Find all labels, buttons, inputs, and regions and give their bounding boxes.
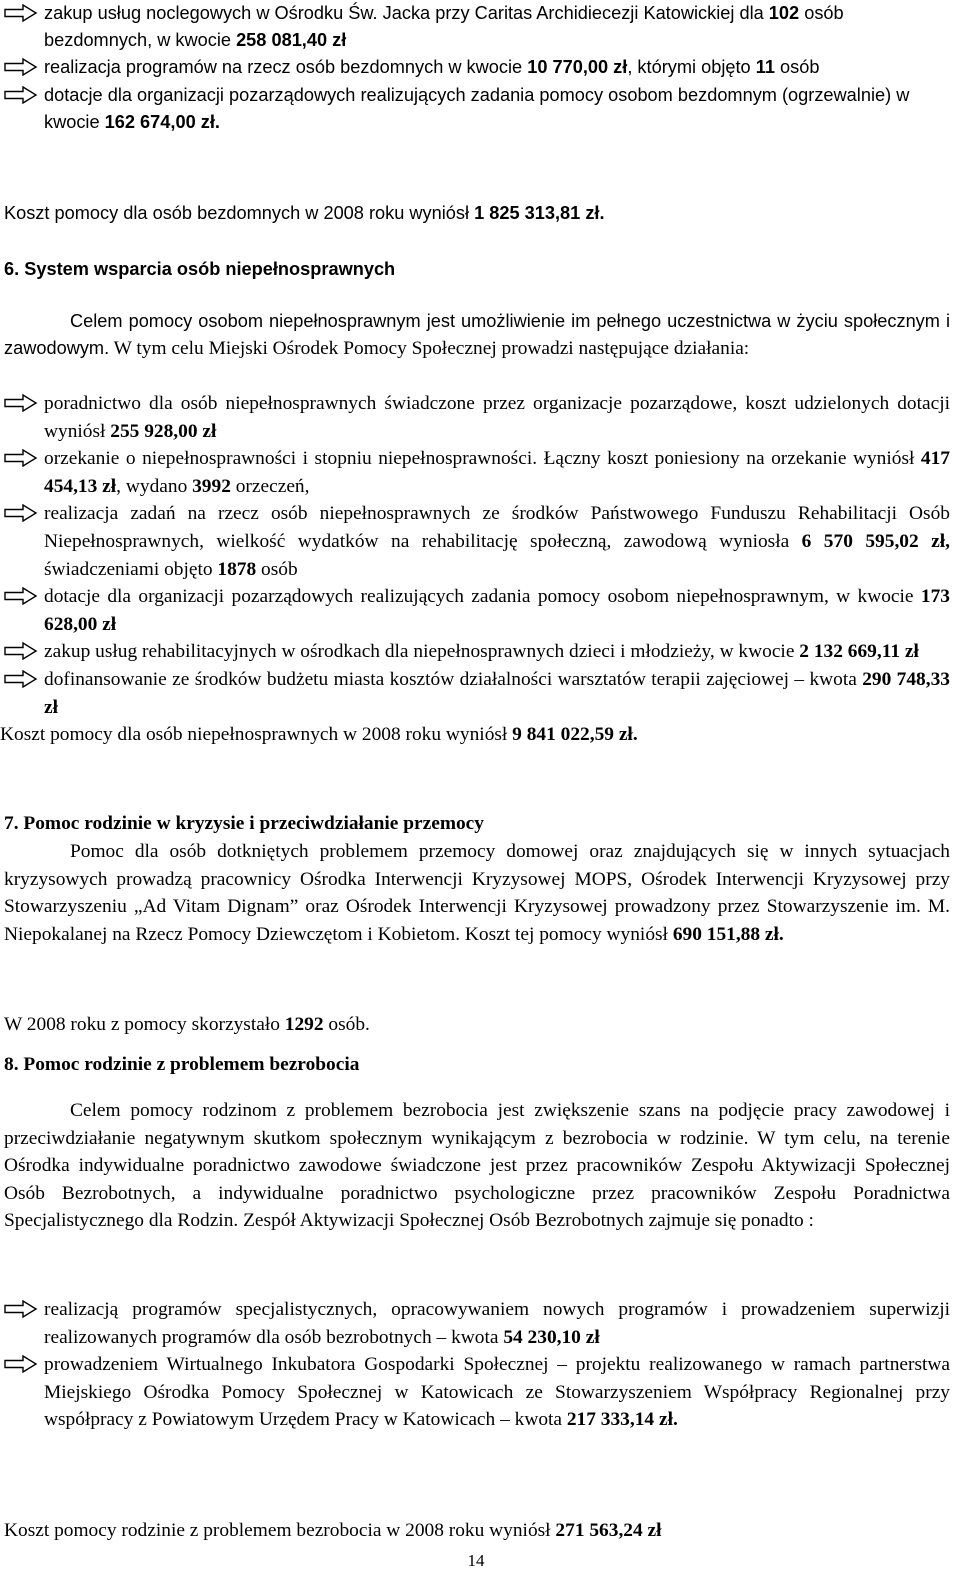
list-item: zakup usług noclegowych w Ośrodku Św. Jacka przy Caritas Archidiecezji Katowickiej dla 102 osób bezdomnych, w kwocie 258 081,40 zł: [4, 0, 950, 54]
list-item: realizacją programów specjalistycznych, opracowywaniem nowych programów i prowadzeniem superwizji realizowanych programów dla osób bezrobotnych – kwota 54 230,10 zł: [4, 1296, 950, 1351]
disability-support-list: [0, 390, 950, 749]
list-item: orzekanie o niepełnosprawności i stopniu niepełnosprawności. Łączny koszt poniesiony na orzekanie wyniósł 417 454,13 zł, wydano 3992 orzeczeń,: [4, 445, 950, 500]
section-8-title: 8. Pomoc rodzinie z problemem bezrobocia: [4, 1054, 360, 1075]
hollow-right-arrow-icon: [4, 394, 38, 412]
hollow-right-arrow-icon: [4, 449, 38, 467]
section-7-helped-count: W 2008 roku z pomocy skorzystało 1292 osób.: [4, 1014, 370, 1035]
hollow-right-arrow-icon: [4, 86, 38, 104]
section-8-paragraph: Celem pomocy rodzinom z problemem bezrobocia jest zwiększenie szans na podjęcie pracy zawodowej i przeciwdziałanie negatywnym skutkom społecznym wynikającym z bezrobocia w rodzinie. W tym celu, na terenie Ośrodka indywidualne poradnictwo zawodowe świadczone jest przez pracowników Zespołu Aktywizacji Społecznej Osób Bezrobotnych, a indywidualne poradnictwo psychologiczne przez pracowników Zespołu Poradnictwa Specjalistycznego dla Rodzin. Zespół Aktywizacji Społecznej Osób Bezrobotnych zajmuje się ponadto :: [4, 1100, 950, 1232]
list-item: dotacje dla organizacji pozarządowych realizujących zadania pomocy osobom niepełnosprawnym, w kwocie 173 628,00 zł: [4, 583, 950, 638]
hollow-right-arrow-icon: [4, 1355, 38, 1373]
hollow-right-arrow-icon: [4, 642, 38, 660]
list-item: zakup usług rehabilitacyjnych w ośrodkach dla niepełnosprawnych dzieci i młodzieży, w kwocie 2 132 669,11 zł: [4, 638, 950, 666]
unemployment-support-list: [4, 1296, 950, 1434]
section-6-title: 6. System wsparcia osób niepełnosprawnych: [4, 259, 396, 279]
list-item: realizacja programów na rzecz osób bezdomnych w kwocie 10 770,00 zł, którymi objęto 11 osób: [4, 54, 950, 81]
section-6-total: Koszt pomocy dla osób niepełnosprawnych w 2008 roku wyniósł 9 841 022,59 zł.: [0, 724, 638, 746]
homeless-total: Koszt pomocy dla osób bezdomnych w 2008 roku wyniósł 1 825 313,81 zł.: [4, 203, 605, 223]
hollow-right-arrow-icon: [4, 670, 38, 688]
section-7-paragraph: Pomoc dla osób dotkniętych problemem przemocy domowej oraz znajdujących się w innych sytuacjach kryzysowych prowadzą pracownicy Ośrodka Interwencji Kryzysowej MOPS, Ośrodek Interwencji Kryzysowej przy Stowarzyszeniu „Ad Vitam Dignam” oraz Ośrodek Interwencji Kryzysowej prowadzony przez Stowarzyszenie im. M. Niepokalanej na Rzecz Pomocy Dziewczętom i Kobietom. Koszt tej pomocy wyniósł 690 151,88 zł.: [4, 841, 950, 945]
list-item: poradnictwo dla osób niepełnosprawnych świadczone przez organizacje pozarządowe, koszt udzielonych dotacji wyniósł 255 928,00 zł: [4, 390, 950, 445]
hollow-right-arrow-icon: [4, 504, 38, 522]
hollow-right-arrow-icon: [4, 587, 38, 605]
list-item: realizacja zadań na rzecz osób niepełnosprawnych ze środków Państwowego Funduszu Rehabilitacji Osób Niepełnosprawnych, wielkość wydatków na rehabilitację społeczną, zawodową wyniosła 6 570 595,02 zł, świadczeniami objęto 1878 osób: [4, 500, 950, 583]
hollow-right-arrow-icon: [4, 58, 38, 76]
section-6-intro: Celem pomocy osobom niepełnosprawnym jest umożliwienie im pełnego uczestnictwa w życiu społecznym i zawodowym. W tym celu Miejski Ośrodek Pomocy Społecznej prowadzi następujące działania:: [4, 311, 950, 360]
section-8-total: Koszt pomocy rodzinie z problemem bezrobocia w 2008 roku wyniósł 271 563,24 zł: [4, 1520, 662, 1541]
homeless-aid-list: [4, 0, 950, 136]
page-number: 14: [467, 1551, 485, 1570]
list-item: dotacje dla organizacji pozarządowych realizujących zadania pomocy osobom bezdomnym (ogrzewalnie) w kwocie 162 674,00 zł.: [4, 82, 950, 136]
list-item: prowadzeniem Wirtualnego Inkubatora Gospodarki Społecznej – projektu realizowanego w ramach partnerstwa Miejskiego Ośrodka Pomocy Społecznej w Katowicach ze Stowarzyszeniem Współpracy Regionalnej przy współpracy z Powiatowym Urzędem Pracy w Katowicach – kwota 217 333,14 zł.: [4, 1351, 950, 1434]
hollow-right-arrow-icon: [4, 4, 38, 22]
list-item: dofinansowanie ze środków budżetu miasta kosztów działalności warsztatów terapii zajęciowej – kwota 290 748,33 zł: [4, 666, 950, 721]
section-7-title: 7. Pomoc rodzinie w kryzysie i przeciwdziałanie przemocy: [4, 813, 484, 834]
hollow-right-arrow-icon: [4, 1300, 38, 1318]
